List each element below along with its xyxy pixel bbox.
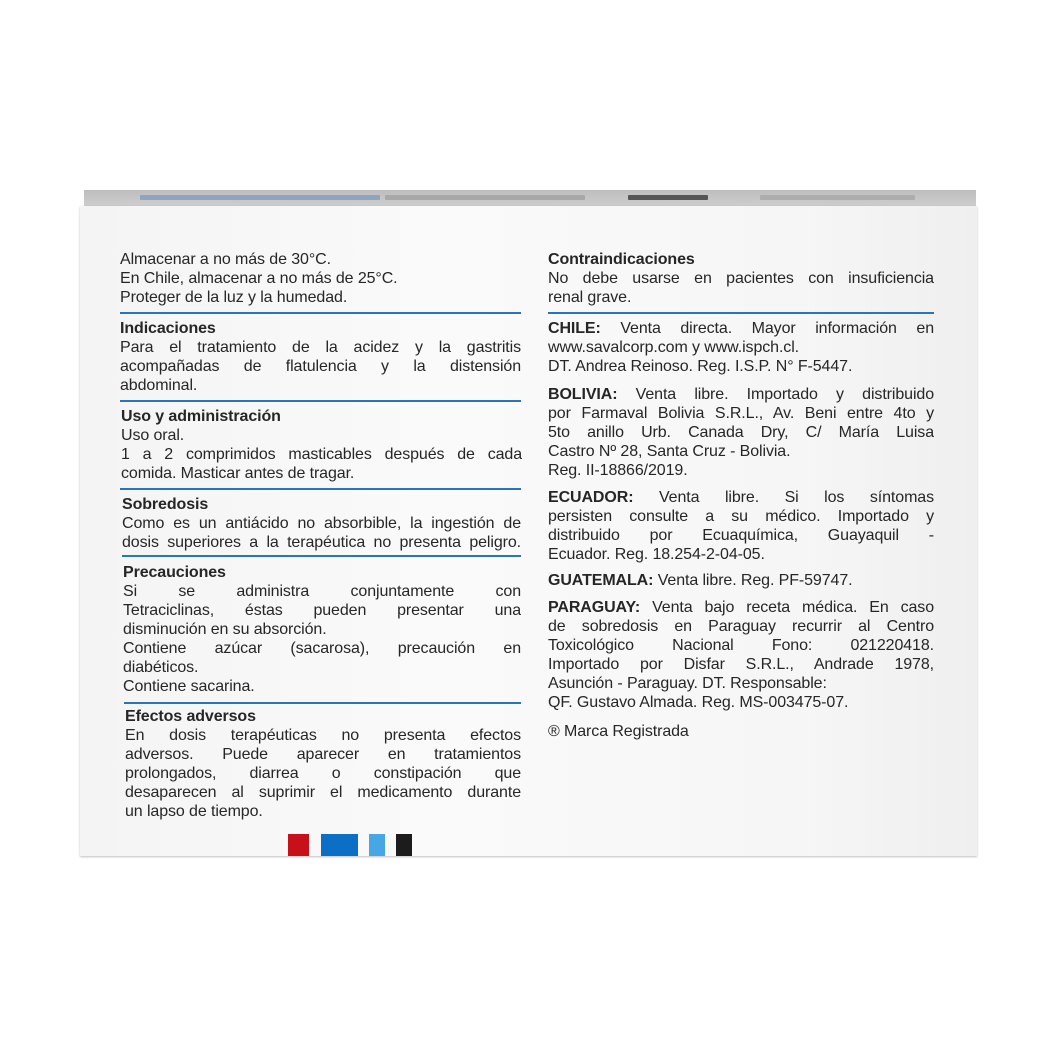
country-label: CHILE: (548, 320, 601, 337)
text-line: Proteger de la luz y la humedad. (120, 289, 348, 306)
text-line: renal grave. (548, 289, 632, 306)
text-line: DT. Andrea Reinoso. Reg. I.S.P. N° F-5447. (548, 358, 853, 375)
text-line: Castro Nº 28, Santa Cruz - Bolivia. (548, 443, 791, 460)
text-line: Toxicológico Nacional Fono: 021220418. (548, 637, 934, 654)
text-line: ® Marca Registrada (548, 723, 689, 740)
text-line: En Chile, almacenar a no más de 25°C. (120, 270, 398, 287)
text-line: adversos. Puede aparecer en tratamientos (125, 746, 521, 763)
text-line-content: Venta libre. Si los síntomas (633, 489, 934, 506)
text-line: dosis superiores a la terapéutica no presenta peligro. (122, 534, 521, 551)
top-edge-logo (140, 195, 380, 200)
divider (124, 702, 521, 704)
top-edge-print (628, 195, 708, 200)
text-line: distribuido por Ecuaquímica, Guayaquil - (548, 527, 934, 544)
text-line: Como es un antiácido no absorbible, la ingestión de (122, 515, 521, 532)
country-label: GUATEMALA: (548, 572, 654, 589)
text-line: Importado por Disfar S.R.L., Andrade 1978, (548, 656, 934, 673)
text-line: de sobredosis en Paraguay recurrir al Centro (548, 618, 934, 635)
text-line-content: Venta directa. Mayor información en (600, 320, 934, 337)
section-heading: Contraindicaciones (548, 251, 695, 268)
chile-section (548, 319, 934, 376)
text-line-content: Venta libre. Reg. PF-59747. (653, 572, 853, 589)
text-line (548, 488, 934, 507)
contraindicaciones-section (548, 250, 934, 307)
section-heading: Efectos adversos (125, 708, 256, 725)
text-line: 5to anillo Urb. Canada Dry, C/ María Luisa (548, 424, 934, 441)
text-line: Asunción - Paraguay. DT. Responsable: (548, 675, 827, 692)
text-line: Para el tratamiento de la acidez y la gastritis (120, 339, 521, 356)
text-line: Contiene sacarina. (123, 678, 255, 695)
color-swatch-blue (321, 834, 358, 856)
bolivia-section (548, 385, 934, 480)
color-swatch-light-blue (369, 834, 385, 856)
efectos-section (125, 707, 521, 821)
text-line (548, 598, 934, 617)
text-line: www.savalcorp.com y www.ispch.cl. (548, 339, 799, 356)
section-heading: Indicaciones (120, 320, 216, 337)
indicaciones-section (120, 319, 521, 395)
sobredosis-section (122, 495, 521, 552)
text-line: Reg. II-18866/2019. (548, 462, 688, 479)
precauciones-section (123, 563, 521, 696)
uso-section (121, 407, 522, 483)
text-line: por Farmaval Bolivia S.R.L., Av. Beni entre 4to y (548, 405, 934, 422)
text-line: persisten consulte a su médico. Importado y (548, 508, 934, 525)
text-line-content: Venta libre. Importado y distribuido (617, 386, 934, 403)
text-line: Tetraciclinas, éstas pueden presentar una (123, 602, 521, 619)
text-line: Ecuador. Reg. 18.254-2-04-05. (548, 546, 765, 563)
text-line: Almacenar a no más de 30°C. (120, 251, 331, 268)
guatemala-section (548, 571, 934, 590)
country-label: PARAGUAY: (548, 599, 641, 616)
text-line: acompañadas de flatulencia y la distensión (120, 358, 521, 375)
text-line: 1 a 2 comprimidos masticables después de cada (121, 446, 522, 463)
text-line (548, 319, 934, 338)
text-line: No debe usarse en pacientes con insuficiencia (548, 270, 934, 287)
color-swatch-black (396, 834, 412, 856)
text-line: diabéticos. (123, 659, 199, 676)
text-line-content: Venta bajo receta médica. En caso (640, 599, 934, 616)
divider (548, 312, 934, 314)
text-line (548, 571, 934, 590)
country-label: ECUADOR: (548, 489, 634, 506)
divider (120, 312, 521, 314)
paraguay-section (548, 598, 934, 712)
divider (122, 555, 521, 557)
text-line: disminución en su absorción. (123, 621, 327, 638)
trademark-note (548, 722, 934, 741)
text-line: Si se administra conjuntamente con (123, 583, 521, 600)
text-line: comida. Masticar antes de tragar. (121, 465, 355, 482)
ecuador-section (548, 488, 934, 564)
text-line: un lapso de tiempo. (125, 803, 263, 820)
top-edge-print (760, 195, 915, 200)
section-heading: Uso y administración (121, 408, 281, 425)
storage-section (120, 250, 521, 307)
text-line: QF. Gustavo Almada. Reg. MS-003475-07. (548, 694, 849, 711)
text-line: abdominal. (120, 377, 198, 394)
color-swatch-red (288, 834, 309, 856)
top-edge-print (385, 195, 585, 200)
text-line: En dosis terapéuticas no presenta efectos (125, 727, 521, 744)
divider (120, 488, 521, 490)
divider (120, 400, 521, 402)
section-heading: Precauciones (123, 564, 226, 581)
section-heading: Sobredosis (122, 496, 209, 513)
text-line: Uso oral. (121, 427, 185, 444)
country-label: BOLIVIA: (548, 386, 618, 403)
text-line (548, 385, 934, 404)
text-line: prolongados, diarrea o constipación que (125, 765, 521, 782)
text-line: desaparecen al suprimir el medicamento durante (125, 784, 521, 801)
text-line: Contiene azúcar (sacarosa), precaución en (123, 640, 521, 657)
